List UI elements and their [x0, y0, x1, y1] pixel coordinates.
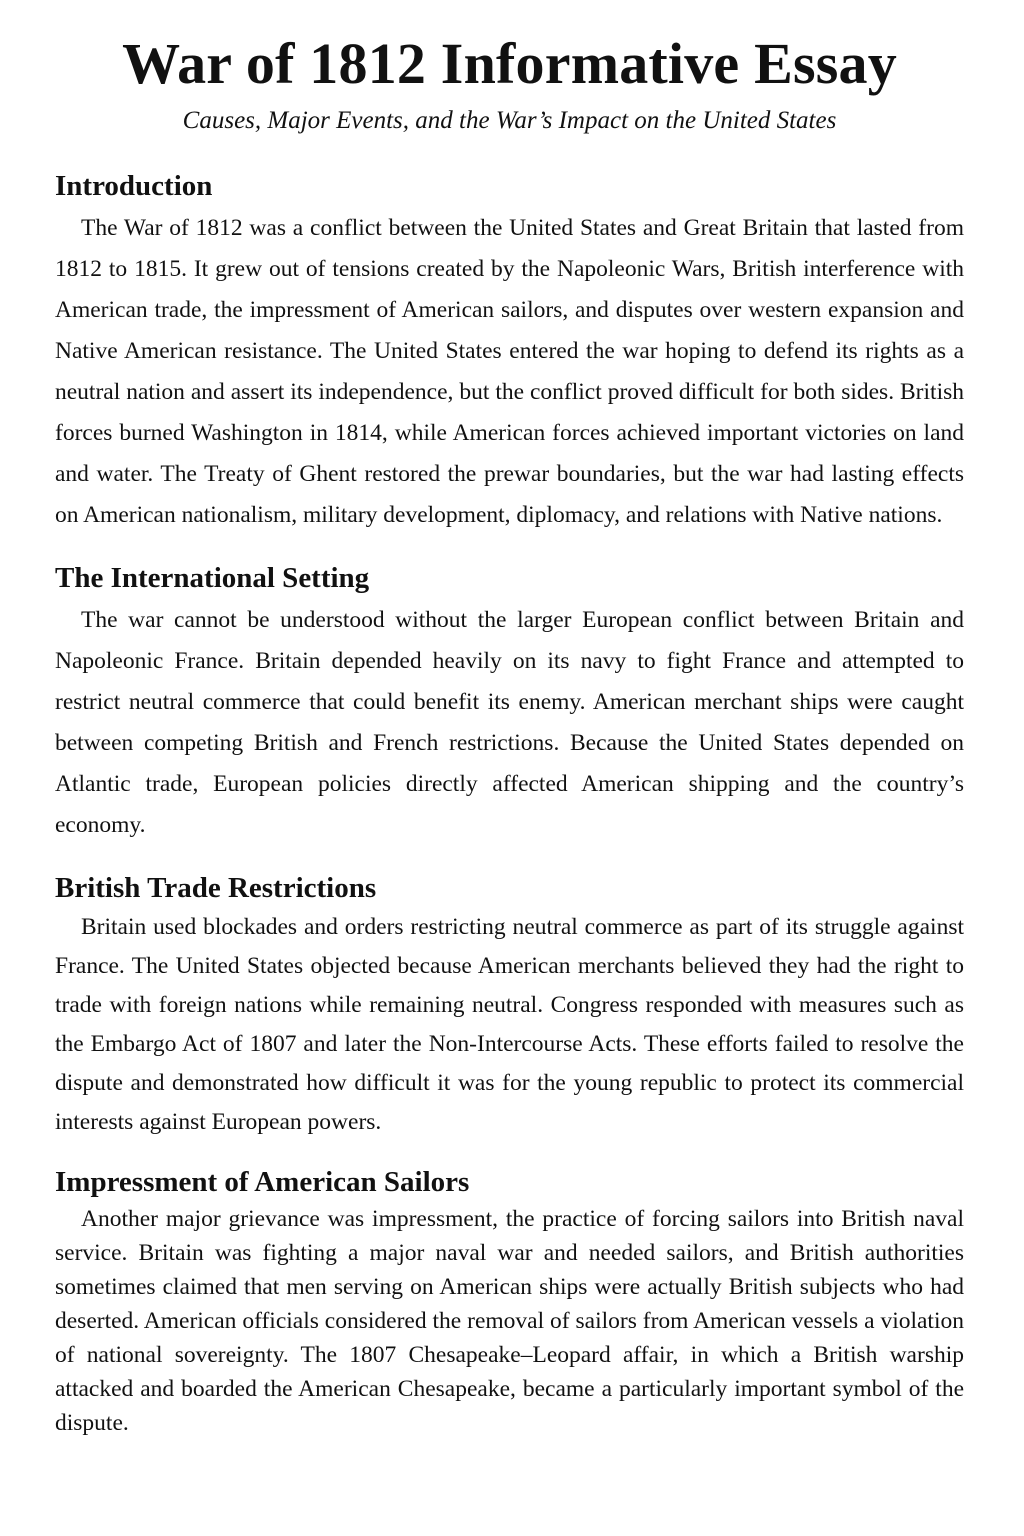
section-introduction: [55, 166, 964, 536]
section-body: The war cannot be understood without the larger European conflict between Britain and Napoleonic France. Britain depended heavily on its navy to fight France and attempted to restrict neutral commerce that could benefit its enemy. American merchant ships were caught between competing British and French restrictions. Because the United States depended on Atlantic trade, European policies directly affected American shipping and the country’s economy.: [55, 607, 964, 838]
section-heading: Impressment of American Sailors: [55, 1166, 470, 1198]
section-impressment: [55, 1162, 964, 1440]
section-heading: British Trade Restrictions: [55, 872, 377, 904]
section-heading: Introduction: [55, 170, 213, 202]
page-subtitle: Causes, Major Events, and the War’s Impact on the United States: [182, 107, 837, 134]
page-title: War of 1812 Informative Essay: [122, 31, 897, 96]
section-body: Britain used blockades and orders restricting neutral commerce as part of its struggle against France. The United States objected because American merchants believed they had the right to trade with foreign nations while remaining neutral. Congress responded with measures such as the Embargo Act of 1807 and later the Non-Intercourse Acts. These efforts failed to resolve the dispute and demonstrated how difficult it was for the young republic to protect its commercial interests against European powers.: [55, 914, 964, 1135]
section-british-trade-restrictions: [55, 868, 964, 1142]
section-international-setting: [55, 558, 964, 846]
section-body: The War of 1812 was a conflict between the United States and Great Britain that lasted from 1812 to 1815. It grew out of tensions created by the Napoleonic Wars, British interference with American trade, the impressment of American sailors, and disputes over western expansion and Native American resistance. The United States entered the war hoping to defend its rights as a neutral nation and assert its independence, but the conflict proved difficult for both sides. British forces burned Washington in 1814, while American forces achieved important victories on land and water. The Treaty of Ghent restored the prewar boundaries, but the war had lasting effects on American nationalism, military development, diplomacy, and relations with Native nations.: [55, 215, 964, 528]
section-heading: The International Setting: [55, 562, 370, 594]
section-body: Another major grievance was impressment, the practice of forcing sailors into British naval service. Britain was fighting a major naval war and needed sailors, and British authorities sometimes claimed that men serving on American ships were actually British subjects who had deserted. American officials considered the removal of sailors from American vessels a violation of national sovereignty. The 1807 Chesapeake–Leopard affair, in which a British warship attacked and boarded the American Chesapeake, became a particularly important symbol of the dispute.: [55, 1206, 964, 1436]
